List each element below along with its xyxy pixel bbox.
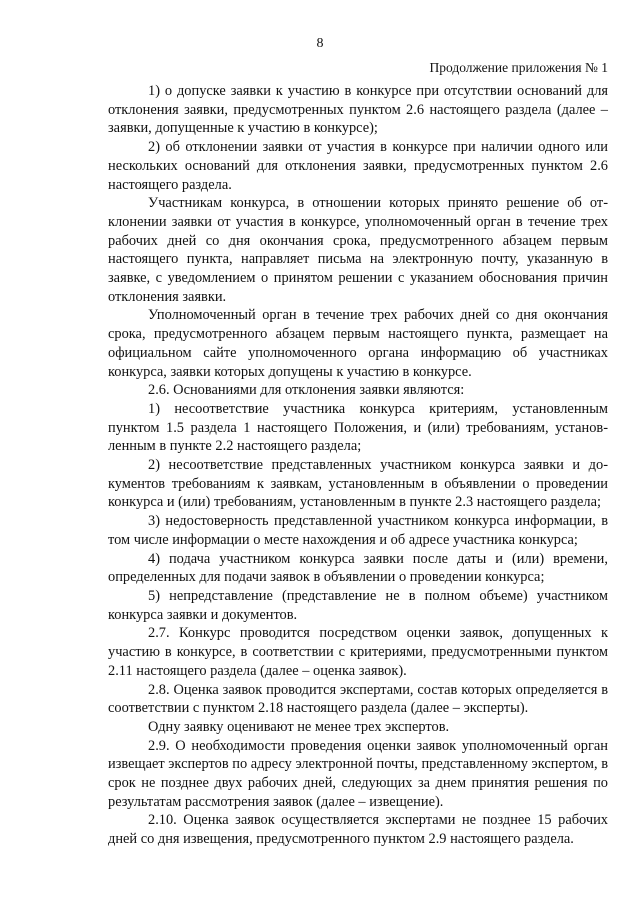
paragraph-admission-decision: 1) о допуске заявки к участию в конкурсе при отсутствии оснований для отклонения заявки, предусмотренных пунктом 2.6 настоящего раздела (далее – заявки, допущенные к участию в конкурсе); (108, 83, 608, 137)
paragraph-2-6-item-2: 2) несоответствие представленных участником конкурса заявки и документов требованиям к заявкам, установленным в объявлении о проведении конкурса и (или) требованиям, установленным в пункте 2.3 настоящего раздела; (108, 457, 608, 511)
paragraph-2-6-item-3: 3) недостоверность представленной участником конкурса информации, в том числе информации о месте нахождения и об адресе участника конкурса; (108, 513, 608, 548)
paragraph-rejection-decision: 2) об отклонении заявки от участия в конкурсе при наличии одного или нескольких оснований для отклонения заявки, предусмотренных пунктом 2.6 настоящего раздела. (108, 139, 608, 193)
paragraph-2-6-heading: 2.6. Основаниями для отклонения заявки являются: (148, 382, 465, 399)
paragraph-rejection-notification: Участникам конкурса, в отношении которых принято решение об отклонении заявки от участия в конкурсе, уполномоченный орган в течение трех рабочих дней со дня окончания срока, предусмотренного абзацем первым настоящего пункта, направляет письма на электронную почту, указанную в заявке, с уведомлением о принятом решении с указанием обоснования причин отклонения заявки. (108, 195, 608, 305)
appendix-continuation-label: Продолжение приложения № 1 (429, 60, 608, 75)
paragraph-2-6-item-1: 1) несоответствие участника конкурса критериям, установленным пунктом 1.5 раздела 1 настоящего Положения, и (или) требованиям, установленным в пункте 2.2 настоящего раздела; (108, 400, 608, 455)
document-body (108, 82, 608, 849)
paragraph-2-6-item-4: 4) подача участником конкурса заявки после даты и (или) времени, определенных для подачи заявок в объявлении о проведении конкурса; (108, 550, 608, 586)
paragraph-2-7: 2.7. Конкурс проводится посредством оценки заявок, допущенных к участию в конкурсе, в соответствии с критериями, предусмотренными пунктом 2.11 настоящего раздела (далее – оценка заявок). (108, 625, 608, 679)
paragraph-2-10: 2.10. Оценка заявок осуществляется экспертами не позднее 15 рабочих дней со дня извещения, предусмотренного пунктом 2.9 настоящего раздела. (108, 812, 608, 848)
paragraph-2-8-experts-count: Одну заявку оценивают не менее трех экспертов. (148, 718, 450, 735)
paragraph-2-8: 2.8. Оценка заявок проводится экспертами, состав которых определяется в соответствии с пунктом 2.18 настоящего раздела (далее – эксперты). (108, 681, 608, 717)
paragraph-2-6-item-5: 5) непредставление (представление не в полном объеме) участником конкурса заявки и документов. (108, 587, 608, 623)
paragraph-2-9: 2.9. О необходимости проведения оценки заявок уполномоченный орган извещает экспертов по адресу электронной почты, представленному экспертом, в срок не позднее двух рабочих дней, следующих за днем принятия решения по результатам рассмотрения заявок (далее – извещение). (108, 737, 608, 810)
paragraph-publication: Уполномоченный орган в течение трех рабочих дней со дня окончания срока, предусмотренного абзацем первым настоящего пункта, размещает на официальном сайте уполномоченного органа информацию об участниках конкурса, заявки которых допущены к участию в конкурсе. (108, 307, 608, 380)
page-number: 8 (316, 36, 324, 51)
